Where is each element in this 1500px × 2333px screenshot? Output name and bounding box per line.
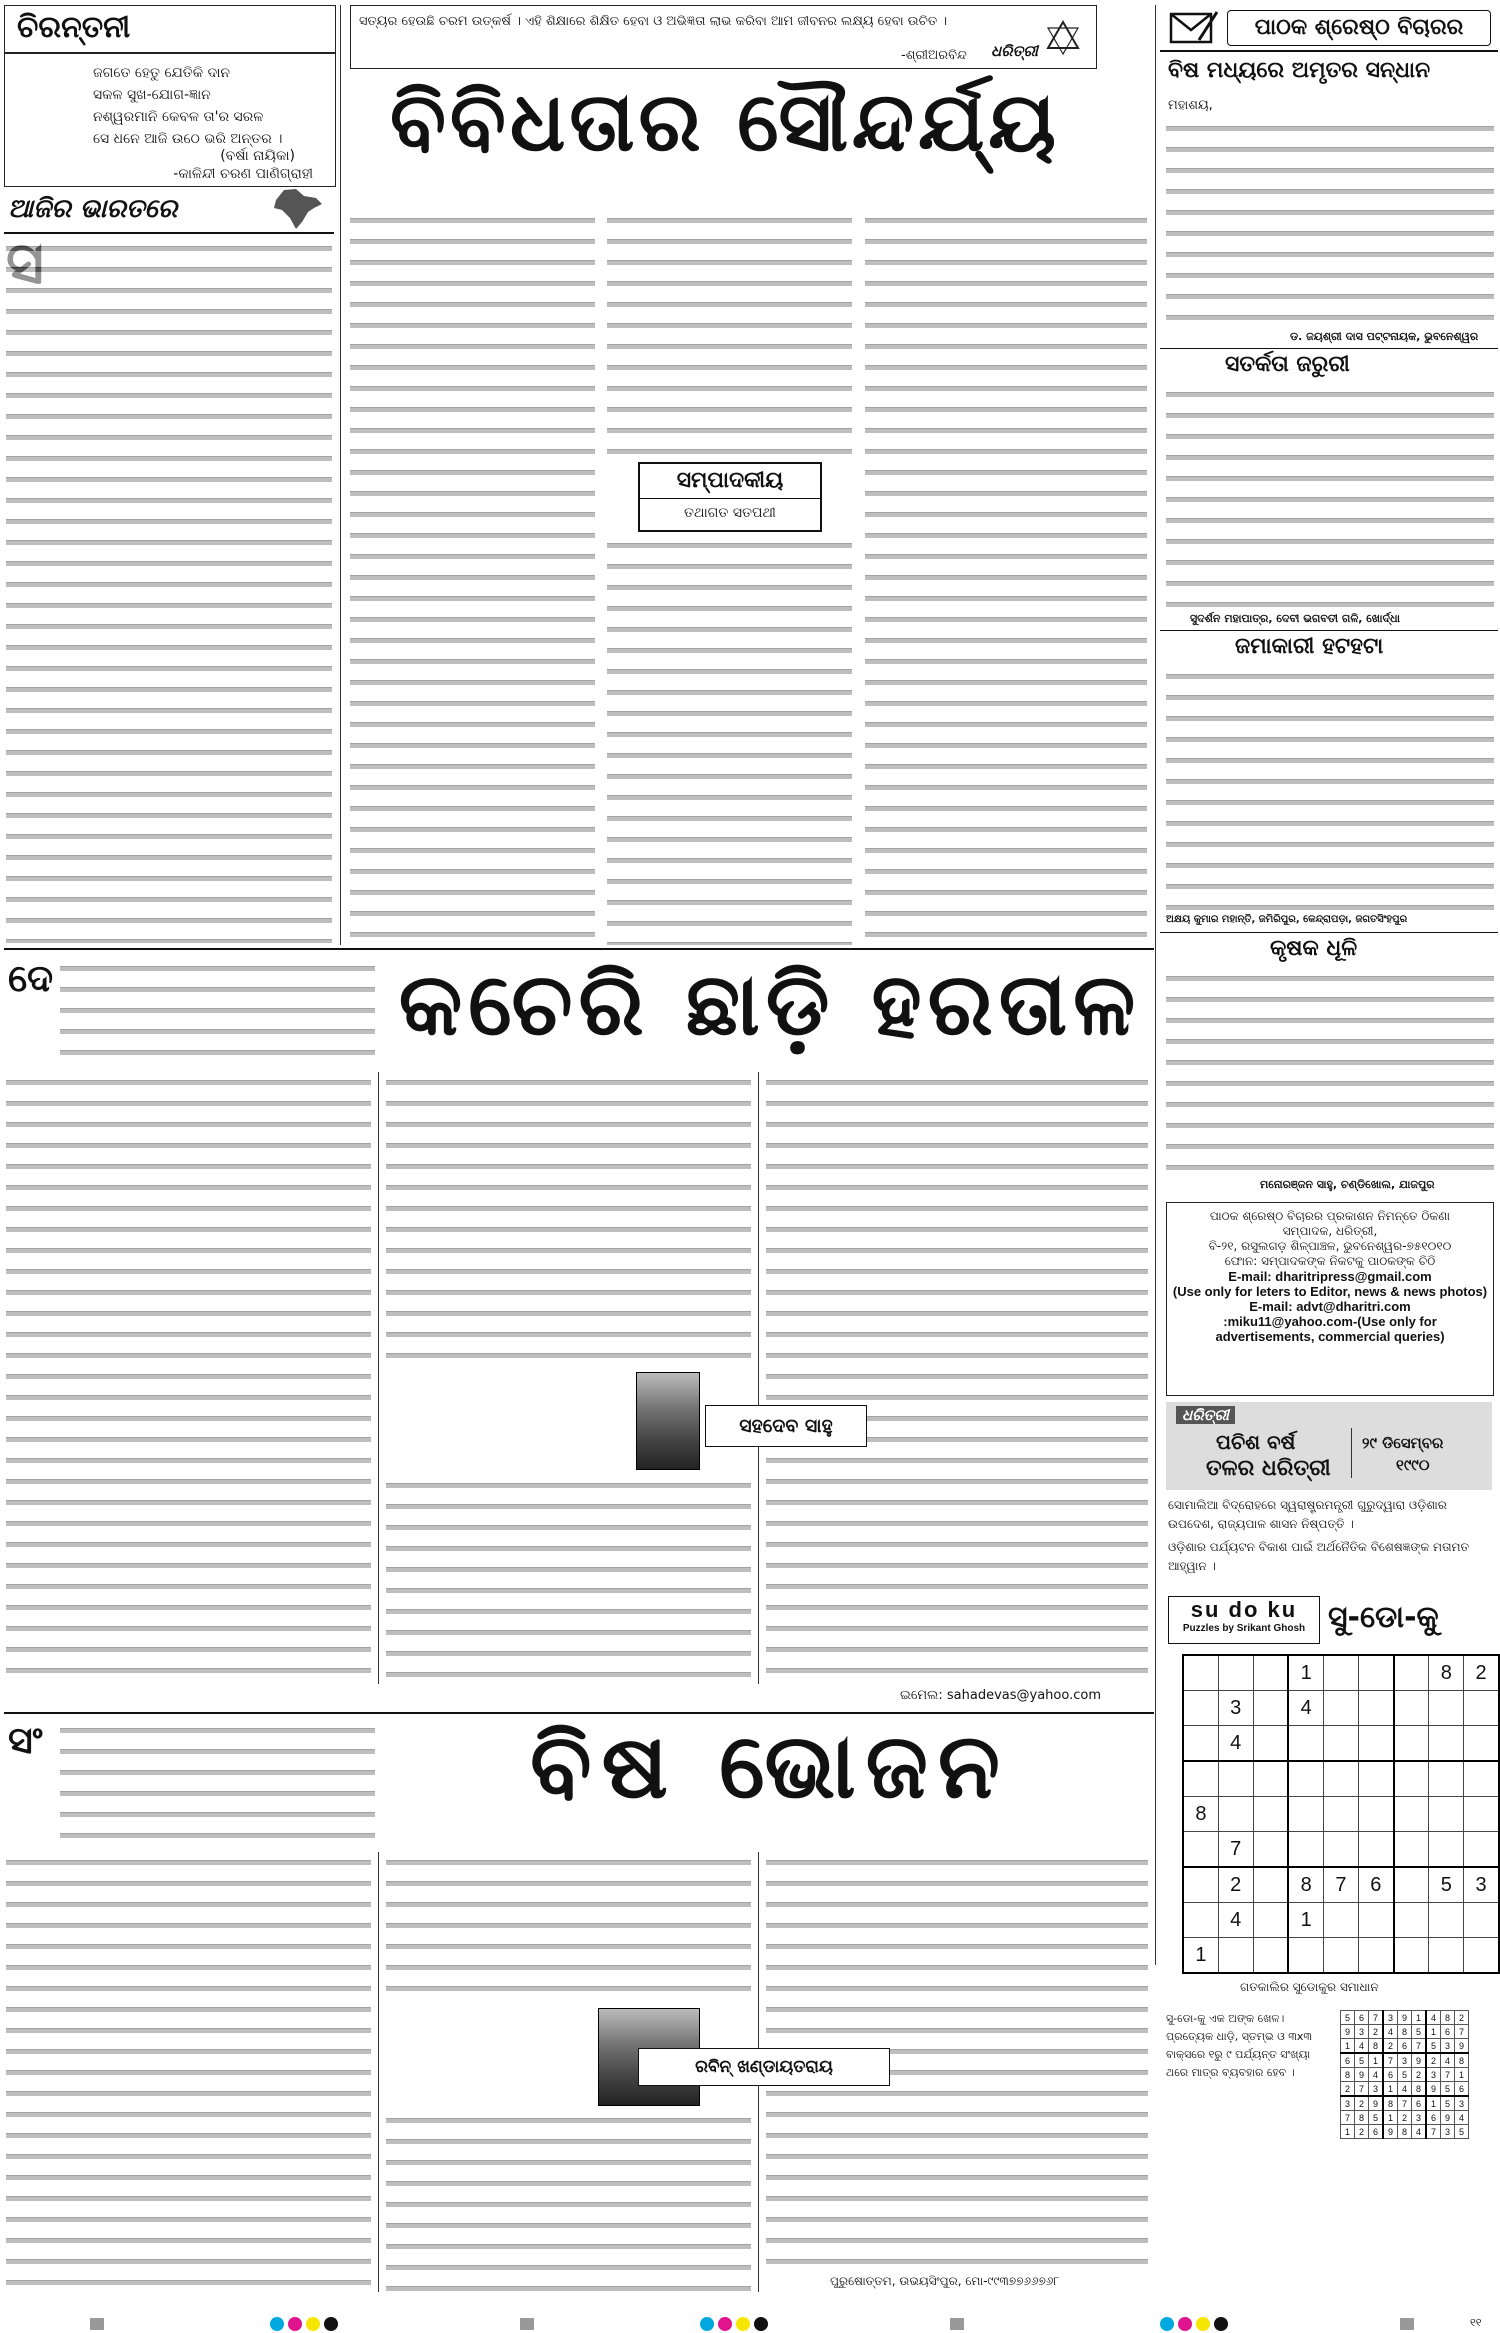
- sudoku-cell[interactable]: [1429, 1726, 1464, 1762]
- sudoku-solution-cell: 5: [1355, 2053, 1369, 2068]
- registration-mark: [736, 2317, 750, 2331]
- emblem-icon: [1046, 20, 1080, 56]
- registration-mark: [1214, 2317, 1228, 2331]
- sudoku-solution-cell: 6: [1455, 2082, 1469, 2097]
- sudoku-solution-cell: 5: [1426, 2039, 1441, 2054]
- sudoku-cell[interactable]: [1253, 1691, 1288, 1726]
- editorial-label: ସମ୍ପାଦକୀୟ: [640, 464, 820, 499]
- contact-email-note: (Use only for leters to Editor, news & news photos): [1172, 1284, 1488, 1299]
- sudoku-solution-cell: 3: [1441, 2039, 1455, 2054]
- article3-author: ରବିନ୍ ଖଣ୍ଡାୟତରାୟ: [695, 2057, 833, 2077]
- author-name-box: [705, 1405, 867, 1447]
- sudoku-solution-cell: 8: [1441, 2011, 1455, 2025]
- sudoku-cell[interactable]: [1324, 1903, 1359, 1938]
- sudoku-cell[interactable]: 8: [1183, 1797, 1218, 1832]
- sudoku-solution-cell: 3: [1412, 2111, 1427, 2125]
- sudoku-solution-cell: 2: [1383, 2039, 1398, 2054]
- editorial-col-2b: [607, 535, 852, 945]
- sudoku-cell[interactable]: 3: [1464, 1867, 1499, 1903]
- sudoku-cell[interactable]: [1253, 1655, 1288, 1691]
- letter-title: କୃଷକ ଧୂଳି: [1270, 936, 1358, 961]
- sudoku-solution-cell: 2: [1426, 2053, 1441, 2068]
- sudoku-cell[interactable]: [1464, 1938, 1499, 1974]
- sudoku-cell[interactable]: 4: [1218, 1726, 1253, 1762]
- editorial-label-box: [638, 462, 822, 532]
- sudoku-cell[interactable]: [1183, 1726, 1218, 1762]
- throwback-logo: ଧରିତ୍ରୀ: [1176, 1406, 1235, 1424]
- letter-signature: ସୁଦର୍ଶନ ମହାପାତ୍ର, ଦେବୀ ଭଗବତୀ ଗଳି, ଖୋର୍ଦ୍ଧା: [1190, 612, 1401, 625]
- sudoku-cell[interactable]: 8: [1288, 1867, 1323, 1903]
- article2-author: ସହଦେବ ସାହୁ: [739, 1415, 833, 1437]
- sudoku-solution-cell: 7: [1355, 2082, 1369, 2097]
- sudoku-solution-cell: 6: [1383, 2068, 1398, 2082]
- sudoku-solution-cell: 3: [1355, 2025, 1369, 2039]
- page-number: ୧୧: [1470, 2316, 1482, 2329]
- quote-text: ସତ୍ୟର ହେଉଛି ଚରମ ଉତ୍କର୍ଷ । ଏହି ଶିକ୍ଷାରେ ଶିକ୍ଷିତ ହେବା ଓ ଅଭିଜ୍ଞତା ଲାଭ କରିବା ଆମ ଜୀବନର ଲକ୍ଷ୍ୟ ହେବା ଉଚିତ ।: [359, 14, 948, 29]
- envelope-icon: [1169, 10, 1219, 46]
- sudoku-solution-cell: 6: [1369, 2125, 1384, 2139]
- sudoku-solution-cell: 8: [1369, 2039, 1384, 2054]
- print-bar: [1400, 2318, 1414, 2330]
- sudoku-solution-cell: 5: [1369, 2111, 1384, 2125]
- sudoku-solution-cell: 9: [1398, 2011, 1412, 2025]
- sudoku-grid[interactable]: [1182, 1654, 1500, 1974]
- article2-col-2a: [386, 1072, 751, 1367]
- author-name-box: [638, 2048, 890, 2086]
- registration-mark: [754, 2317, 768, 2331]
- sudoku-byline: Puzzles by Srikant Ghosh: [1182, 1623, 1306, 1634]
- letter-signature: ମନୋରଞ୍ଜନ ସାହୁ, ଚଣ୍ଡିଖୋଲ, ଯାଜପୁର: [1260, 1178, 1435, 1191]
- print-bar: [90, 2318, 104, 2330]
- registration-mark: [288, 2317, 302, 2331]
- letter-body: [1166, 968, 1494, 1176]
- article2-dropcap: ଦେ: [8, 956, 54, 1000]
- sudoku-solution-cell: 2: [1398, 2111, 1412, 2125]
- sudoku-solution-cell: 9: [1455, 2039, 1469, 2054]
- sudoku-cell[interactable]: [1324, 1761, 1359, 1797]
- sudoku-solution-cell: 8: [1355, 2111, 1369, 2125]
- sudoku-cell[interactable]: [1183, 1761, 1218, 1797]
- sudoku-solution-cell: 2: [1355, 2125, 1369, 2139]
- sudoku-cell[interactable]: [1464, 1691, 1499, 1726]
- sudoku-solution-cell: 8: [1383, 2096, 1398, 2111]
- sudoku-cell[interactable]: [1394, 1797, 1429, 1832]
- article3-dropcap: ସଂ: [8, 1718, 43, 1762]
- sudoku-solution-cell: 6: [1341, 2053, 1355, 2068]
- readers-header: [1165, 8, 1495, 48]
- sudoku-cell[interactable]: [1429, 1691, 1464, 1726]
- sudoku-solution-cell: 7: [1426, 2125, 1441, 2139]
- sudoku-cell[interactable]: 7: [1218, 1832, 1253, 1868]
- poem-line: ସକଳ ସୁଖ-ଯୋଗ-ଜ୍ଞାନ: [93, 87, 211, 103]
- poem-author: -କାଳିନ୍ଦୀ ଚରଣ ପାଣିଗ୍ରାହୀ: [173, 166, 313, 182]
- throwback-item: ଓଡ଼ିଶାର ପର୍ଯ୍ୟଟନ ବିକାଶ ପାଇଁ ଅର୍ଥନୈତିକ ବିଶେଷଜ୍ଞଙ୍କ ମତାମତ ଆହ୍ୱାନ ।: [1168, 1540, 1470, 1573]
- sudoku-solution-cell: 2: [1355, 2096, 1369, 2111]
- sudoku-solution-cell: 1: [1426, 2096, 1441, 2111]
- letter-title: ଜମାକାରୀ ହଟହଟା: [1235, 634, 1384, 659]
- aaji-bharat-title: ଆଜିର ଭାରତରେ: [8, 194, 178, 224]
- poem-box: [4, 5, 336, 187]
- sudoku-instructions: ସୁ-ଡୋ-କୁ ଏକ ଅଙ୍କ ଖେଳ। ପ୍ରତ୍ୟେକ ଧାଡ଼ି, ସ୍ତମ୍ଭ ଓ ୩x୩ ବାକ୍ସରେ ୧ରୁ ୯ ପର୍ଯ୍ୟନ୍ତ ସଂଖ୍ୟା ଥରେ ମାତ୍ର ବ୍ୟବହାର ହେବ ।: [1166, 2012, 1312, 2079]
- sudoku-solution-cell: 1: [1383, 2111, 1398, 2125]
- article2-col-3: [766, 1072, 1148, 1684]
- sudoku-logo: su do ku: [1190, 1597, 1298, 1622]
- sudoku-solution-cell: 1: [1383, 2082, 1398, 2097]
- sudoku-cell[interactable]: 6: [1358, 1867, 1393, 1903]
- sudoku-cell[interactable]: [1429, 1903, 1464, 1938]
- sudoku-solution-cell: 2: [1455, 2011, 1469, 2025]
- sudoku-cell[interactable]: 7: [1324, 1867, 1359, 1903]
- sudoku-solution-cell: 3: [1341, 2096, 1355, 2111]
- sudoku-solution-cell: 8: [1398, 2125, 1412, 2139]
- article3-col-2b: [386, 2110, 751, 2292]
- sudoku-cell[interactable]: [1429, 1832, 1464, 1868]
- sudoku-cell[interactable]: [1324, 1797, 1359, 1832]
- registration-mark: [324, 2317, 338, 2331]
- poem-line: ଜଗତେ ହେତୁ ଯେତିକି ଦାନ: [93, 65, 231, 81]
- article3-col-1: [6, 1852, 371, 2292]
- sudoku-cell[interactable]: [1253, 1867, 1288, 1903]
- sudoku-solution-cell: 8: [1398, 2025, 1412, 2039]
- contact-email-note: advertisements, commercial queries): [1215, 1329, 1445, 1344]
- sudoku-cell[interactable]: [1394, 1938, 1429, 1974]
- sudoku-cell[interactable]: [1358, 1903, 1393, 1938]
- registration-mark: [1196, 2317, 1210, 2331]
- sudoku-cell[interactable]: [1429, 1797, 1464, 1832]
- sudoku-title: ସୁ-ଡୋ-କୁ: [1328, 1600, 1439, 1635]
- article3-footer: ପୁରୁଷୋତ୍ତମ, ଉଭୟସିଂପୁର, ମୋ-୯୯୩୭୭୬୬୭୬୮: [830, 2274, 1060, 2288]
- registration-mark: [1160, 2317, 1174, 2331]
- sudoku-solution-cell: 5: [1412, 2025, 1427, 2039]
- sudoku-cell[interactable]: [1183, 1832, 1218, 1868]
- sudoku-solution-cell: 4: [1412, 2125, 1427, 2139]
- sudoku-solution-cell: 6: [1441, 2025, 1455, 2039]
- sudoku-cell[interactable]: [1394, 1655, 1429, 1691]
- sudoku-cell[interactable]: 1: [1183, 1938, 1218, 1974]
- sudoku-cell[interactable]: [1358, 1726, 1393, 1762]
- sudoku-solution-cell: 9: [1355, 2068, 1369, 2082]
- editorial-byline: ତଥାଗତ ସତପଥୀ: [684, 505, 776, 521]
- print-bar: [950, 2318, 964, 2330]
- letter-body: [1166, 118, 1494, 328]
- sudoku-solution-cell: 9: [1369, 2096, 1384, 2111]
- sudoku-cell[interactable]: [1324, 1938, 1359, 1974]
- sudoku-cell[interactable]: [1464, 1761, 1499, 1797]
- sudoku-solution-cell: 6: [1398, 2039, 1412, 2054]
- sudoku-cell[interactable]: [1464, 1903, 1499, 1938]
- sudoku-solution-cell: 6: [1426, 2111, 1441, 2125]
- sudoku-cell[interactable]: [1394, 1903, 1429, 1938]
- poem-source: (ବର୍ଷା ନାୟିକା): [220, 148, 295, 164]
- article3-col-2a: [386, 1852, 751, 2002]
- sudoku-cell[interactable]: [1218, 1655, 1253, 1691]
- aaji-bharat-body: [6, 238, 332, 943]
- sudoku-solution-cell: 3: [1398, 2053, 1412, 2068]
- sudoku-cell[interactable]: [1358, 1797, 1393, 1832]
- print-bar: [520, 2318, 534, 2330]
- sudoku-solution-cell: 7: [1341, 2111, 1355, 2125]
- throwback-year: ୧୯୯୦: [1396, 1456, 1430, 1474]
- sudoku-cell[interactable]: [1183, 1655, 1218, 1691]
- sudoku-cell[interactable]: [1253, 1761, 1288, 1797]
- sudoku-cell[interactable]: [1183, 1867, 1218, 1903]
- contact-box: [1166, 1202, 1494, 1396]
- sudoku-cell[interactable]: 8: [1429, 1655, 1464, 1691]
- letter-title: ବିଷ ମଧ୍ୟରେ ଅମୃତର ସନ୍ଧାନ: [1168, 58, 1431, 83]
- sudoku-cell[interactable]: [1253, 1797, 1288, 1832]
- sudoku-solution-cell: 7: [1398, 2096, 1412, 2111]
- sudoku-header: [1166, 1592, 1492, 1646]
- sudoku-cell[interactable]: [1324, 1832, 1359, 1868]
- sudoku-solution-cell: 1: [1412, 2011, 1427, 2025]
- registration-mark: [270, 2317, 284, 2331]
- contact-line: ପାଠକ ଶ୍ରେଷ୍ଠ ବିଚାରର ପ୍ରକାଶନ ନିମନ୍ତେ ଠିକଣା: [1209, 1209, 1451, 1223]
- sudoku-cell[interactable]: [1218, 1797, 1253, 1832]
- letter-title: ସତର୍କତା ଜରୁରୀ: [1225, 352, 1350, 377]
- letter-signature: ଅକ୍ଷୟ କୁମାର ମହାନ୍ତି, ଜମିରିପୁର, କେନ୍ଦ୍ରାପଡ଼ା, ଜଗତସିଂହପୁର: [1166, 914, 1408, 925]
- contact-email[interactable]: :miku11@yahoo.com-(Use only for: [1223, 1314, 1437, 1329]
- sudoku-solution-cell: 8: [1412, 2082, 1427, 2097]
- sudoku-solution-cell: 1: [1341, 2125, 1355, 2139]
- sudoku-cell[interactable]: [1394, 1726, 1429, 1762]
- sudoku-solution-caption: ଗତକାଲିର ସୁଡୋକୁର ସମାଧାନ: [1240, 1980, 1379, 1994]
- editorial-headline: ବିବିଧତାର ସୌନ୍ଦର୍ଯ୍ୟ: [389, 75, 1061, 170]
- sudoku-solution-cell: 2: [1341, 2082, 1355, 2097]
- india-map-icon: [266, 188, 326, 230]
- sudoku-cell[interactable]: [1288, 1832, 1323, 1868]
- poem-line: ସେ ଧନେ ଆଜି ଉଠେ ଭରି ଅନ୍ତର ।: [93, 131, 283, 147]
- sudoku-cell[interactable]: [1324, 1726, 1359, 1762]
- sudoku-solution-cell: 1: [1341, 2039, 1355, 2054]
- sudoku-cell[interactable]: 3: [1218, 1691, 1253, 1726]
- sudoku-solution-cell: 3: [1455, 2096, 1469, 2111]
- sudoku-solution-cell: 4: [1455, 2111, 1469, 2125]
- sudoku-solution-cell: 3: [1369, 2082, 1384, 2097]
- sudoku-solution-cell: 8: [1455, 2053, 1469, 2068]
- sudoku-solution-cell: 8: [1341, 2068, 1355, 2082]
- article2-col-1: [6, 1072, 371, 1684]
- sudoku-cell[interactable]: [1429, 1761, 1464, 1797]
- sudoku-solution-cell: 4: [1426, 2011, 1441, 2025]
- registration-mark: [700, 2317, 714, 2331]
- sudoku-solution-cell: 7: [1441, 2068, 1455, 2082]
- sudoku-cell[interactable]: 1: [1288, 1903, 1323, 1938]
- article2-email: ଇମେଲ: sahadevas@yahoo.com: [900, 1688, 1101, 1703]
- sudoku-cell[interactable]: [1288, 1761, 1323, 1797]
- contact-email[interactable]: E-mail: advt@dharitri.com: [1249, 1299, 1411, 1314]
- quote-box: [350, 5, 1097, 69]
- sudoku-solution-cell: 7: [1383, 2053, 1398, 2068]
- article2-intro: [60, 958, 375, 1068]
- sudoku-solution-cell: 5: [1441, 2096, 1455, 2111]
- dharitri-logo: ଧରିତ୍ରୀ: [991, 42, 1038, 60]
- sudoku-solution-cell: 4: [1441, 2053, 1455, 2068]
- readers-title: ପାଠକ ଶ୍ରେଷ୍ଠ ବିଚାରର: [1227, 10, 1491, 46]
- editorial-col-3: [865, 210, 1147, 945]
- editorial-col-2a: [607, 210, 852, 455]
- sudoku-solution-cell: 9: [1412, 2053, 1427, 2068]
- sudoku-cell[interactable]: [1218, 1938, 1253, 1974]
- sudoku-cell[interactable]: 1: [1288, 1655, 1323, 1691]
- sudoku-solution-cell: 6: [1412, 2096, 1427, 2111]
- sudoku-solution-cell: 3: [1383, 2011, 1398, 2025]
- letter-signature: ଡ. ଜୟଶ୍ରୀ ଦାସ ପଟ୍ଟନାୟକ, ଭୁବନେଶ୍ୱର: [1290, 330, 1479, 343]
- letter-body: [1166, 384, 1494, 610]
- article3-headline: ବିଷ ଭୋଜନ: [530, 1714, 1010, 1819]
- poem-title: ଚିରନ୍ତନୀ: [17, 10, 131, 45]
- aaji-bharat-header: [4, 188, 334, 230]
- sudoku-cell[interactable]: [1253, 1832, 1288, 1868]
- sudoku-solution-cell: 5: [1398, 2068, 1412, 2082]
- sudoku-solution-cell: 9: [1441, 2111, 1455, 2125]
- quote-author: -ଶ୍ରୀଅରବିନ୍ଦ: [901, 48, 967, 63]
- sudoku-cell[interactable]: [1394, 1761, 1429, 1797]
- sudoku-cell[interactable]: [1288, 1726, 1323, 1762]
- sudoku-cell[interactable]: [1358, 1655, 1393, 1691]
- sudoku-cell[interactable]: [1253, 1938, 1288, 1974]
- sudoku-cell[interactable]: [1253, 1726, 1288, 1762]
- sudoku-solution-cell: 7: [1369, 2011, 1384, 2025]
- contact-line: ଫୋନ: ସମ୍ପାଦକଙ୍କ ନିକଟକୁ ପାଠକଙ୍କ ଚିଠି: [1224, 1254, 1436, 1268]
- sudoku-cell[interactable]: [1324, 1691, 1359, 1726]
- sudoku-cell[interactable]: 2: [1464, 1655, 1499, 1691]
- editorial-col-1: [350, 210, 595, 945]
- sudoku-solution-cell: 1: [1426, 2025, 1441, 2039]
- sudoku-cell[interactable]: [1429, 1938, 1464, 1974]
- sudoku-solution-cell: 3: [1441, 2125, 1455, 2139]
- sudoku-solution-cell: 3: [1426, 2068, 1441, 2082]
- letter-salutation: ମହାଶୟ,: [1168, 98, 1213, 113]
- sudoku-cell[interactable]: [1358, 1691, 1393, 1726]
- registration-mark: [306, 2317, 320, 2331]
- sudoku-cell[interactable]: [1394, 1832, 1429, 1868]
- contact-line: ସମ୍ପାଦକ, ଧରିତ୍ରୀ,: [1282, 1224, 1378, 1238]
- sudoku-solution-cell: 7: [1412, 2039, 1427, 2054]
- sudoku-cell[interactable]: [1358, 1761, 1393, 1797]
- throwback-item: ସୋମାଲିଆ ବିଦ୍ରୋହରେ ସ୍ୱରାଷ୍ଟ୍ରମନ୍ତ୍ରୀ ଗୁରୁଦ୍ୱାରା ଓଡ଼ିଶାର ଉପଦେଶ, ରାଜ୍ୟପାଳ ଶାସନ ନିଷ୍ପତ୍ତି ।: [1168, 1498, 1447, 1531]
- throwback-title-top: ପଚିଶ ବର୍ଷ: [1216, 1430, 1296, 1454]
- registration-mark: [718, 2317, 732, 2331]
- sudoku-solution-cell: 5: [1455, 2125, 1469, 2139]
- sudoku-cell[interactable]: [1464, 1797, 1499, 1832]
- sudoku-cell[interactable]: [1358, 1832, 1393, 1868]
- sudoku-cell[interactable]: [1324, 1655, 1359, 1691]
- sudoku-cell[interactable]: [1183, 1691, 1218, 1726]
- poem-line: ନଶ୍ୱରମାନି କେବଳ ତା'ର ସରଳ: [93, 109, 264, 125]
- sudoku-solution-cell: 6: [1355, 2011, 1369, 2025]
- sudoku-solution-cell: 9: [1383, 2125, 1398, 2139]
- sudoku-solution-cell: 4: [1398, 2082, 1412, 2097]
- sudoku-cell[interactable]: [1464, 1726, 1499, 1762]
- sudoku-cell[interactable]: 2: [1218, 1867, 1253, 1903]
- sudoku-solution-cell: 4: [1355, 2039, 1369, 2054]
- author-photo: [636, 1372, 700, 1470]
- sudoku-solution-cell: 4: [1369, 2068, 1384, 2082]
- contact-email[interactable]: E-mail: dharitripress@gmail.com: [1228, 1269, 1432, 1284]
- sudoku-solution-cell: 1: [1455, 2068, 1469, 2082]
- sudoku-solution-cell: 7: [1455, 2025, 1469, 2039]
- sudoku-solution-grid: [1340, 2010, 1469, 2139]
- sudoku-solution-cell: 9: [1426, 2082, 1441, 2097]
- sudoku-solution-cell: 1: [1369, 2053, 1384, 2068]
- sudoku-solution-cell: 5: [1441, 2082, 1455, 2097]
- throwback-header: [1166, 1402, 1492, 1490]
- article2-col-2b: [386, 1475, 751, 1684]
- sudoku-solution-cell: 2: [1412, 2068, 1427, 2082]
- sudoku-cell[interactable]: [1288, 1797, 1323, 1832]
- sudoku-solution-cell: 4: [1383, 2025, 1398, 2039]
- sudoku-cell[interactable]: [1183, 1903, 1218, 1938]
- sudoku-cell[interactable]: [1394, 1691, 1429, 1726]
- sudoku-cell[interactable]: [1288, 1938, 1323, 1974]
- article2-headline: କଚେରି ଛାଡ଼ି ହରତାଳ: [398, 955, 1142, 1055]
- article3-intro: [60, 1720, 375, 1848]
- throwback-title-bottom: ତଳର ଧରିତ୍ରୀ: [1206, 1456, 1331, 1481]
- sudoku-cell[interactable]: [1253, 1903, 1288, 1938]
- letter-body: [1166, 666, 1494, 912]
- sudoku-solution-cell: 9: [1341, 2025, 1355, 2039]
- throwback-date: ୨୯ ଡିସେମ୍ବର: [1362, 1434, 1444, 1452]
- sudoku-solution-cell: 5: [1341, 2011, 1355, 2025]
- sudoku-cell[interactable]: [1464, 1832, 1499, 1868]
- sudoku-cell[interactable]: 4: [1218, 1903, 1253, 1938]
- sudoku-solution-cell: 2: [1369, 2025, 1384, 2039]
- sudoku-cell[interactable]: 4: [1288, 1691, 1323, 1726]
- contact-line: ବି-୨୧, ରସୁଲଗଡ଼ ଶିଳ୍ପାଞ୍ଚଳ, ଭୁବନେଶ୍ୱର-୭୫୧୦୧୦: [1208, 1239, 1452, 1253]
- sudoku-cell[interactable]: 5: [1429, 1867, 1464, 1903]
- sudoku-cell[interactable]: [1218, 1761, 1253, 1797]
- sudoku-cell[interactable]: [1394, 1867, 1429, 1903]
- registration-mark: [1178, 2317, 1192, 2331]
- sudoku-cell[interactable]: [1358, 1938, 1393, 1974]
